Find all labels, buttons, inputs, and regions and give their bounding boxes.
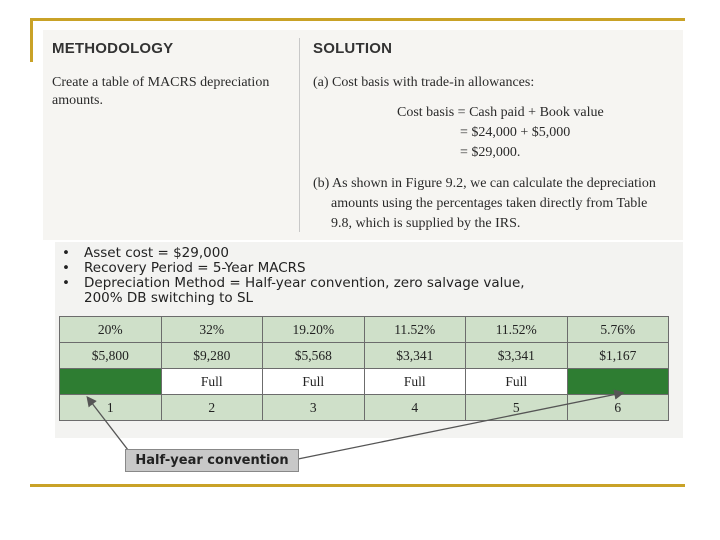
convention-cell: Full [364, 369, 466, 395]
arrow-to-year-6 [298, 393, 622, 459]
amount-cell: $1,167 [567, 343, 669, 369]
amount-cell: $3,341 [466, 343, 568, 369]
methodology-line-2: amounts. [52, 93, 103, 108]
amount-cell: $9,280 [161, 343, 263, 369]
bottom-rule [30, 484, 685, 487]
percent-cell: 20% [60, 317, 162, 343]
year-cell: 1 [60, 395, 162, 421]
convention-cell: Full [466, 369, 568, 395]
bullet-asset-cost: • Asset cost = $29,000 [62, 245, 229, 261]
amount-cell: $5,568 [263, 343, 365, 369]
solution-part-b-line-3: 9.8, which is supplied by the IRS. [331, 216, 521, 231]
equation-line-3: = $29,000. [460, 145, 521, 160]
bullet-depreciation-method: • Depreciation Method = Half-year convention, zero salvage value, [62, 275, 525, 291]
methodology-heading: METHODOLOGY [52, 40, 174, 57]
percent-cell: 5.76% [567, 317, 669, 343]
methodology-line-1: Create a table of MACRS depreciation [52, 75, 270, 90]
convention-cell: Full [161, 369, 263, 395]
year-cell: 2 [161, 395, 263, 421]
percent-cell: 32% [161, 317, 263, 343]
half-year-convention-label: Half-year convention [125, 449, 299, 472]
equation-line-1: Cost basis = Cash paid + Book value [397, 105, 604, 120]
year-cell: 6 [567, 395, 669, 421]
year-cell: 4 [364, 395, 466, 421]
equation-line-2: = $24,000 + $5,000 [460, 125, 571, 140]
solution-part-b-line-1: (b) As shown in Figure 9.2, we can calculate the depreciation [313, 176, 656, 191]
solution-part-b-line-2: amounts using the percentages taken directly from Table [331, 196, 648, 211]
amount-cell: $3,341 [364, 343, 466, 369]
amount-cell: $5,800 [60, 343, 162, 369]
percent-cell: 11.52% [466, 317, 568, 343]
solution-heading: SOLUTION [313, 40, 393, 57]
year-cell: 3 [263, 395, 365, 421]
convention-cell: Full [263, 369, 365, 395]
year-cell: 5 [466, 395, 568, 421]
bullet-method-continued: 200% DB switching to SL [84, 290, 254, 306]
arrow-to-year-1 [88, 398, 128, 450]
solution-part-a: (a) Cost basis with trade-in allowances: [313, 75, 535, 90]
percent-cell: 11.52% [364, 317, 466, 343]
percent-cell: 19.20% [263, 317, 365, 343]
bullet-recovery-period: • Recovery Period = 5-Year MACRS [62, 260, 306, 276]
